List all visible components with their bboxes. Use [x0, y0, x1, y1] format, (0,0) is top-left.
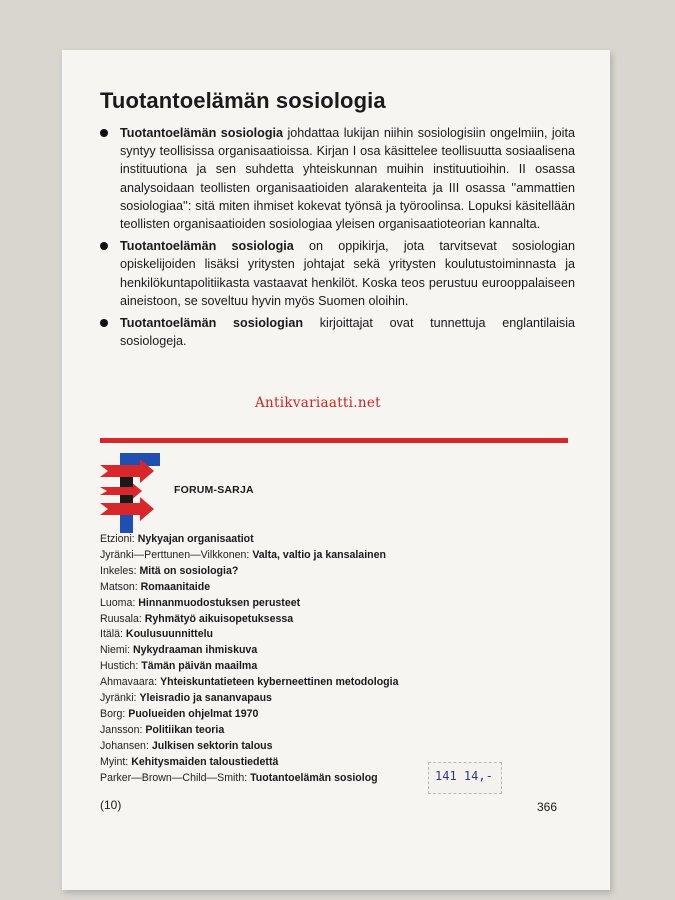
book-title-entry: Tuotantoelämän sosiolog	[250, 771, 378, 784]
book-title-entry: Julkisen sektorin talous	[151, 739, 273, 752]
book-author: Myint:	[100, 755, 132, 768]
red-divider	[100, 438, 568, 443]
book-author: Inkeles:	[100, 564, 140, 577]
paragraph-lead: Tuotantoelämän sosiologia	[120, 126, 284, 140]
paragraph-lead: Tuotantoelämän sosiologia	[120, 239, 294, 254]
book-list-item	[100, 564, 570, 580]
description	[100, 124, 575, 354]
description-paragraph-3	[100, 314, 575, 350]
book-author: Ahmavaara:	[100, 676, 161, 689]
book-list-item	[100, 548, 570, 564]
book-list-item	[100, 612, 570, 628]
book-back-cover	[62, 50, 610, 890]
book-author: Etzioni:	[100, 533, 138, 545]
book-list-item	[100, 627, 570, 643]
book-title-entry: Yleisradio ja sananvapaus	[139, 692, 272, 705]
book-title-entry: Puolueiden ohjelmat 1970	[128, 707, 259, 720]
book-list-item	[100, 659, 570, 675]
book-author: Jansson:	[100, 723, 146, 736]
book-author: Parker—Brown—Child—Smith:	[100, 771, 251, 784]
book-list-item	[100, 707, 570, 723]
book-list-item	[100, 580, 570, 596]
book-list-item	[100, 532, 570, 548]
book-title-entry: Tämän päivän maailma	[141, 660, 258, 673]
book-list-item	[100, 723, 570, 739]
book-title-entry: Nykydraaman ihmiskuva	[132, 644, 258, 657]
paragraph-text: kirjoittajat ovat tunnettuja englantilaisia sosiologeja.	[120, 316, 576, 349]
book-author: Itälä:	[100, 628, 126, 641]
paragraph-text: johdattaa lukijan niihin sosiologisiin ongelmiin, joita syntyy teollisissa organisaatioissa. Kirjan I osa käsittelee teollisuutta sosiaalisena instituutiona ja sen suhdetta yhteiskunnan muihin instituutioihin. II osassa analysoidaan teollisten organisaatioiden alarakenteita ja III osassa ''ammattien sosiologiaa'': sitä miten ihmiset kokevat työnsä ja työroolinsa. Lopuksi käsitellään teollisten organisaatioiden sosiologiaa yleisen organisaatioteorian kannalta.	[120, 126, 575, 232]
book-author: Niemi:	[100, 644, 133, 657]
bullet-icon	[100, 129, 108, 137]
book-title-entry: Valta, valtio ja kansalainen	[252, 548, 386, 561]
description-paragraph-1	[100, 124, 575, 233]
book-list-item	[100, 643, 570, 659]
book-author: Jyränki—Perttunen—Vilkkonen:	[100, 548, 253, 561]
description-paragraph-2	[100, 237, 575, 310]
book-title-entry: Kehitysmaiden taloustiedettä	[131, 755, 279, 768]
book-list-item	[100, 691, 570, 707]
book-number: 366	[537, 800, 558, 814]
watermark: Antikvariaatti.net	[255, 395, 381, 411]
book-author: Jyränki:	[100, 692, 140, 705]
book-author: Ruusala:	[100, 612, 145, 625]
bullet-icon	[100, 319, 108, 327]
book-title-entry: Koulusuunnittelu	[125, 628, 214, 641]
book-title-entry: Ryhmätyö aikuisopetuksessa	[144, 612, 294, 625]
book-title-entry: Nykyajan organisaatiot	[137, 533, 254, 545]
series-number: (10)	[100, 798, 122, 812]
series-book-list	[100, 532, 570, 787]
price-sticker-text: 141 14,-	[435, 769, 493, 783]
book-title-entry: Mitä on sosiologia?	[139, 564, 239, 577]
book-title: Tuotantoelämän sosiologia	[100, 88, 386, 113]
book-title-entry: Yhteiskuntatieteen kyberneettinen metodologia	[160, 676, 399, 689]
paragraph-text: on oppikirja, jota tarvitsevat sosiologian opiskelijoiden lisäksi yritysten johtajat sekä yritysten koulutustoiminnasta ja henkilökuntapolitiikasta vastaavat henkilöt. Koska teos perustuu eurooppalaiseen aineistoon, se soveltuu hyvin myös Suomen oloihin.	[120, 239, 575, 308]
price-sticker	[428, 762, 502, 794]
book-list-item	[100, 596, 570, 612]
paragraph-lead: Tuotantoelämän sosiologian	[120, 316, 304, 331]
book-title-entry: Hinnanmuodostuksen perusteet	[138, 596, 301, 609]
book-author: Luoma:	[100, 596, 139, 609]
book-list-item	[100, 739, 570, 755]
forum-logo-icon	[100, 453, 164, 533]
book-author: Hustich:	[100, 660, 142, 673]
bullet-icon	[100, 242, 108, 250]
book-list-item	[100, 675, 570, 691]
series-label: FORUM-SARJA	[174, 484, 254, 496]
book-author: Matson:	[100, 580, 141, 593]
book-author: Borg:	[100, 707, 129, 720]
book-title-entry: Politiikan teoria	[145, 723, 225, 736]
book-author: Johansen:	[100, 739, 152, 752]
book-title-entry: Romaanitaide	[140, 580, 211, 593]
